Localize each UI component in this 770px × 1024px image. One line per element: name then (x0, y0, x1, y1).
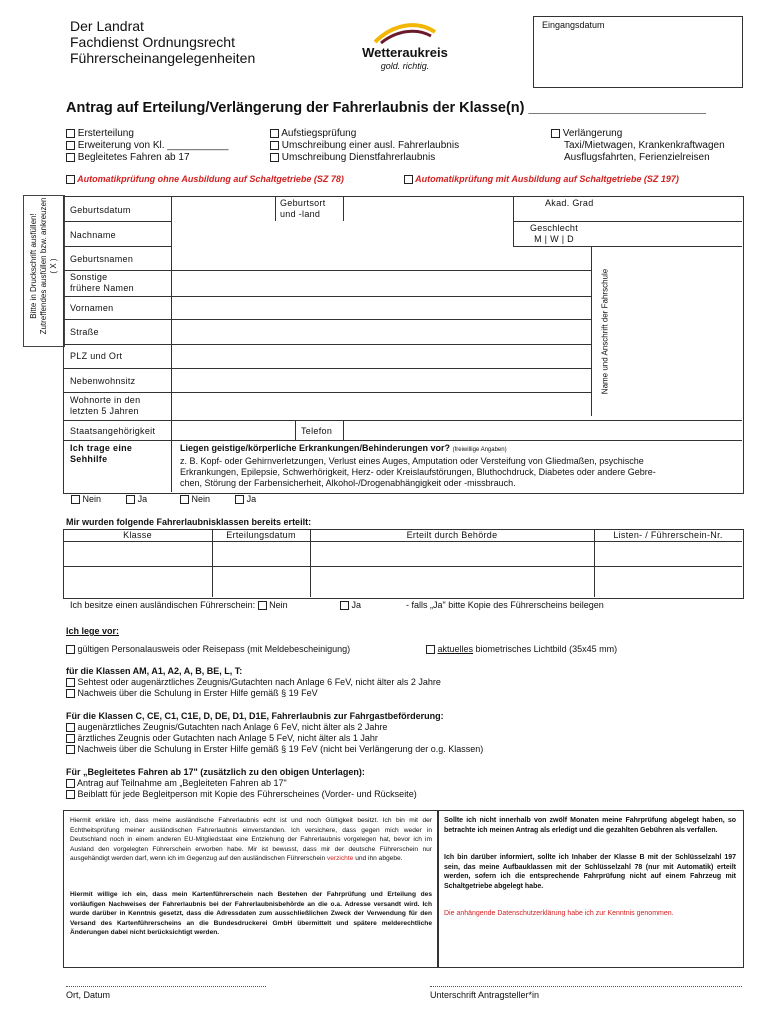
checkbox[interactable] (66, 745, 75, 754)
renounce-word: verzichte (326, 855, 354, 862)
docs-group-3-list (66, 778, 417, 800)
docs-group-3-item[interactable]: Antrag auf Teilnahme am „Begleiteten Fahren ab 17" (66, 778, 417, 789)
birthname-label: Geburtsnamen (70, 254, 134, 264)
checkbox[interactable] (66, 734, 75, 743)
checkbox[interactable] (270, 141, 279, 150)
checkbox[interactable] (66, 723, 75, 732)
receipt-date-label: Eingangsdatum (542, 20, 605, 30)
residences-label: Wohnorte in den letzten 5 Jahren (70, 395, 141, 416)
visual-aid-options: Nein Ja (71, 494, 147, 504)
phone-label: Telefon (301, 426, 333, 436)
doc-id-card[interactable]: gültigen Personalausweis oder Reisepass (mit Meldebescheinigung) (66, 644, 350, 654)
zip-city-label: PLZ und Ort (70, 351, 123, 361)
birthdate-input[interactable] (172, 197, 274, 220)
documents-heading: Ich lege vor: (66, 626, 120, 636)
option-first-issue[interactable]: Ersterteilung (66, 128, 228, 140)
classes-header-date: Erteilungsdatum (226, 530, 296, 540)
classes-header-class: Klasse (123, 530, 152, 540)
checkbox[interactable] (66, 779, 75, 788)
firstname-label: Vornamen (70, 303, 114, 313)
declaration-left: Hiermit erkläre ich, dass meine ausländische Fahrerlaubnis echt ist und noch Gültigkeit besitzt. Ich bin mit der Echtheitsprüfung meiner ausländischen Fahrerlaubnis einverstanden. Ich versichere, dass gegen mich weder in Deutschland noch in einem anderen EU-Mitgliedstaat eine Entziehung der Fahrerlaubnis vorgelegen hat, bevor ich im Ausland den vorgelegten Führerschein erworben habe. Mir ist bewusst, dass mir der deutsche Führerschein nur ausgehändigt werden darf, wenn ich im Gegenzug auf den ausländischen Führerschein verzichte und ihn abgebe. Hiermit willige ich ein, dass mein Kartenführerschein nach Bestehen der Fahrprüfung und Erteilung des vorläufigen Nachweises der Fahrerlaubnis bei der Fahrerlaubnisbehörde an die o.a. Adresse versandt wird. Ich wurde darüber in Kenntnis gesetzt, dass die Adressdaten zum ausschließlichen Zweck der Verwendung für den Versand des Kartenführerscheins an die Bundesdruckerei GmbH übermittelt und spätere melderechtliche Änderungen dabei nicht berücksichtigt werden. (63, 810, 439, 968)
birthdate-label: Geburtsdatum (70, 205, 131, 215)
options-col-1 (66, 128, 228, 164)
side-note-box (23, 195, 65, 347)
lastname-label: Nachname (70, 230, 116, 240)
page-title: Antrag auf Erteilung/Verlängerung der Fahrerlaubnis der Klasse(n) ______________________ (66, 100, 706, 116)
other-names-label: Sonstige frühere Namen (70, 272, 134, 293)
logo-tagline: gold. richtig. (380, 61, 430, 71)
lastname-input[interactable] (172, 222, 512, 245)
visual-aid-no-checkbox[interactable] (71, 495, 80, 504)
checkbox[interactable] (66, 129, 75, 138)
checkbox[interactable] (66, 678, 75, 687)
docs-group-1-list (66, 677, 441, 699)
doc-photo[interactable]: aktuelles biometrisches Lichtbild (35x45 mm) (426, 644, 617, 654)
health-yes-checkbox[interactable] (235, 495, 244, 504)
docs-group-2-heading: Für die Klassen C, CE, C1, C1E, D, DE, D1, D1E, Fahrerlaubnis zur Fahrgastbeförderung: (66, 711, 444, 721)
checkbox[interactable] (66, 141, 75, 150)
secondary-residence-label: Nebenwohnsitz (70, 376, 136, 386)
receipt-date-box[interactable] (533, 16, 743, 88)
logo-name: Wetteraukreis (362, 45, 448, 60)
option-accompanied-driving[interactable]: Begleitetes Fahren ab 17 (66, 152, 228, 164)
docs-group-1-heading: für die Klassen AM, A1, A2, A, B, BE, L, T: (66, 666, 243, 676)
decl-privacy: Die anhängende Datenschutzerklärung habe ich zur Kenntnis genommen. (444, 910, 674, 917)
docs-group-3-item[interactable]: Beiblatt für jede Begleitperson mit Kopie des Führerscheines (Vorder- und Rückseite) (66, 789, 417, 800)
logo-swoosh-icon (355, 22, 455, 44)
place-date-label: Ort, Datum (66, 990, 111, 1000)
office-line-2: Fachdienst Ordnungsrecht (70, 34, 235, 50)
option-upgrade-test[interactable]: Aufstiegsprüfung (270, 128, 459, 140)
docs-group-2-item[interactable]: ärztliches Zeugnis oder Gutachten nach Anlage 5 FeV, nicht älter als 1 Jahr (66, 733, 483, 744)
option-auto-with[interactable]: Automatikprüfung mit Ausbildung auf Schaltgetriebe (SZ 197) (404, 174, 679, 184)
checkbox[interactable] (270, 153, 279, 162)
option-excursions: Ausflugsfahrten, Ferienzielreisen (564, 152, 710, 163)
place-date-field[interactable] (66, 965, 266, 985)
gender-label[interactable]: Geschlecht M | W | D (530, 223, 579, 244)
docs-group-2-list (66, 722, 483, 755)
option-taxi: Taxi/Mietwagen, Krankenkraftwagen (564, 140, 725, 151)
classes-header-number: Listen- / Führerschein-Nr. (613, 530, 723, 540)
checkbox[interactable] (66, 153, 75, 162)
signature-field[interactable] (430, 965, 742, 985)
option-renewal[interactable]: Verlängerung (551, 128, 725, 140)
option-auto-without[interactable]: Automatikprüfung ohne Ausbildung auf Schaltgetriebe (SZ 78) (66, 174, 344, 184)
foreign-yes-checkbox[interactable] (340, 601, 349, 610)
health-section: Liegen geistige/körperliche Erkrankungen/Behinderungen vor? (freiwillige Angaben) z. B. Kopf- oder Gehirnverletzungen, Verlust eines Auges, Amputation oder Versteifung von Gliedmaßen, psychische Erkrankungen, Epilepsie, Schwerhörigkeit, Herz- oder Kreislaufstörungen, Bluthochdruck, Diabetes oder andere Gebre- chen, Störung der Farbensicherheit, Alkohol-/Drogenabhängigkeit oder -missbrauch. (180, 443, 656, 488)
health-title: Liegen geistige/körperliche Erkrankungen/Behinderungen vor? (180, 443, 451, 453)
docs-group-2-item[interactable]: Nachweis über die Schulung in Erster Hilfe gemäß § 19 FeV (nicht bei Verlängerung der o.g. Klassen) (66, 744, 483, 755)
office-name (70, 18, 255, 66)
logo (355, 22, 455, 74)
street-label: Straße (70, 327, 99, 337)
classes-heading: Mir wurden folgende Fahrerlaubnisklassen bereits erteilt: (66, 517, 312, 527)
option-service-conversion[interactable]: Umschreibung Dienstfahrerlaubnis (270, 152, 459, 164)
foreign-license-row: Ich besitze einen ausländischen Führerschein: Nein (70, 600, 288, 610)
checkbox[interactable] (270, 129, 279, 138)
declaration-right (437, 810, 744, 968)
driving-school-label: Name und Anschrift der Fahrschule (600, 268, 610, 395)
docs-group-3-heading: Für „Begleitetes Fahren ab 17" (zusätzlich zu den obigen Unterlagen): (66, 767, 365, 777)
option-foreign-conversion[interactable]: Umschreibung einer ausl. Fahrerlaubnis (270, 140, 459, 152)
foreign-yes-option: Ja (340, 600, 361, 610)
options-col-2 (270, 128, 459, 164)
office-line-3: Führerscheinangelegenheiten (70, 50, 256, 66)
side-note-text: Bitte in Druckschrift ausfüllen! Zutreffendes ausfüllen bzw. ankreuzen ( X ) (29, 197, 58, 335)
health-no-checkbox[interactable] (180, 495, 189, 504)
checkbox[interactable] (66, 175, 75, 184)
signature-label: Unterschrift Antragsteller*in (430, 990, 540, 1000)
decl-expiry: Sollte ich nicht innerhalb von zwölf Monaten meine Fahrprüfung abgelegt haben, so betrachte ich meinen Antrag als erledigt und die gezahlten Gebühren als verfallen. (444, 817, 736, 834)
classes-header-authority: Erteilt durch Behörde (406, 530, 498, 540)
foreign-no-checkbox[interactable] (258, 601, 267, 610)
birthplace-label: Geburtsort und -land (280, 198, 326, 219)
visual-aid-yes-checkbox[interactable] (126, 495, 135, 504)
visual-aid-label: Ich trage eine Sehhilfe (70, 443, 133, 464)
checkbox[interactable] (66, 645, 75, 654)
docs-group-1-item[interactable]: Nachweis über die Schulung in Erster Hilfe gemäß § 19 FeV (66, 688, 441, 699)
option-extension[interactable]: Erweiterung von Kl. ___________ (66, 140, 228, 152)
decl-automatic: Ich bin darüber informiert, sollte ich Inhaber der Klasse B mit der Schlüsselzahl 197 sein, das meine Aufbauklassen mit der Schlüsselzahl 78 (nur mit Automatik) erteilt werden, sofern ich die entsprechende Fahrprüfung nicht auf einem Fahrzeug mit Schaltgetriebe abgelegt habe. (444, 854, 736, 890)
checkbox[interactable] (66, 689, 75, 698)
foreign-hint: - falls „Ja" bitte Kopie des Führerscheins beilegen (406, 600, 604, 610)
checkbox[interactable] (66, 790, 75, 799)
health-voluntary-note: (freiwillige Angaben) (452, 447, 507, 453)
consent-shipping: Hiermit willige ich ein, dass mein Kartenführerschein nach Bestehen der Fahrprüfung und Erteilung des vorläufigen Nachweises der Fahrerlaubnis bei der Fahrerlaubnisbehörde an die o.a. Adresse versandt wird. Ich wurde darüber in Kenntnis gesetzt, dass die Adressdaten zum ausschließlichen Zweck der Verwendung für den Versand des Kartenführerscheins an die Bundesdruckerei GmbH übermittelt und spätere melderechtliche Änderungen dabei nicht berücksichtigt werden. (70, 891, 432, 936)
office-line-1: Der Landrat (70, 18, 144, 34)
health-options: Nein Ja (180, 494, 256, 504)
nationality-label: Staatsangehörigkeit (70, 426, 156, 436)
checkbox[interactable] (551, 129, 560, 138)
docs-group-2-item[interactable]: augenärztliches Zeugnis/Gutachten nach Anlage 6 FeV, nicht älter als 2 Jahre (66, 722, 483, 733)
academic-title-label: Akad. Grad (545, 198, 594, 208)
checkbox[interactable] (404, 175, 413, 184)
docs-group-1-item[interactable]: Sehtest oder augenärztliches Zeugnis/Gutachten nach Anlage 6 FeV, nicht älter als 2 Jahre (66, 677, 441, 688)
checkbox[interactable] (426, 645, 435, 654)
options-col-3 (551, 128, 725, 164)
